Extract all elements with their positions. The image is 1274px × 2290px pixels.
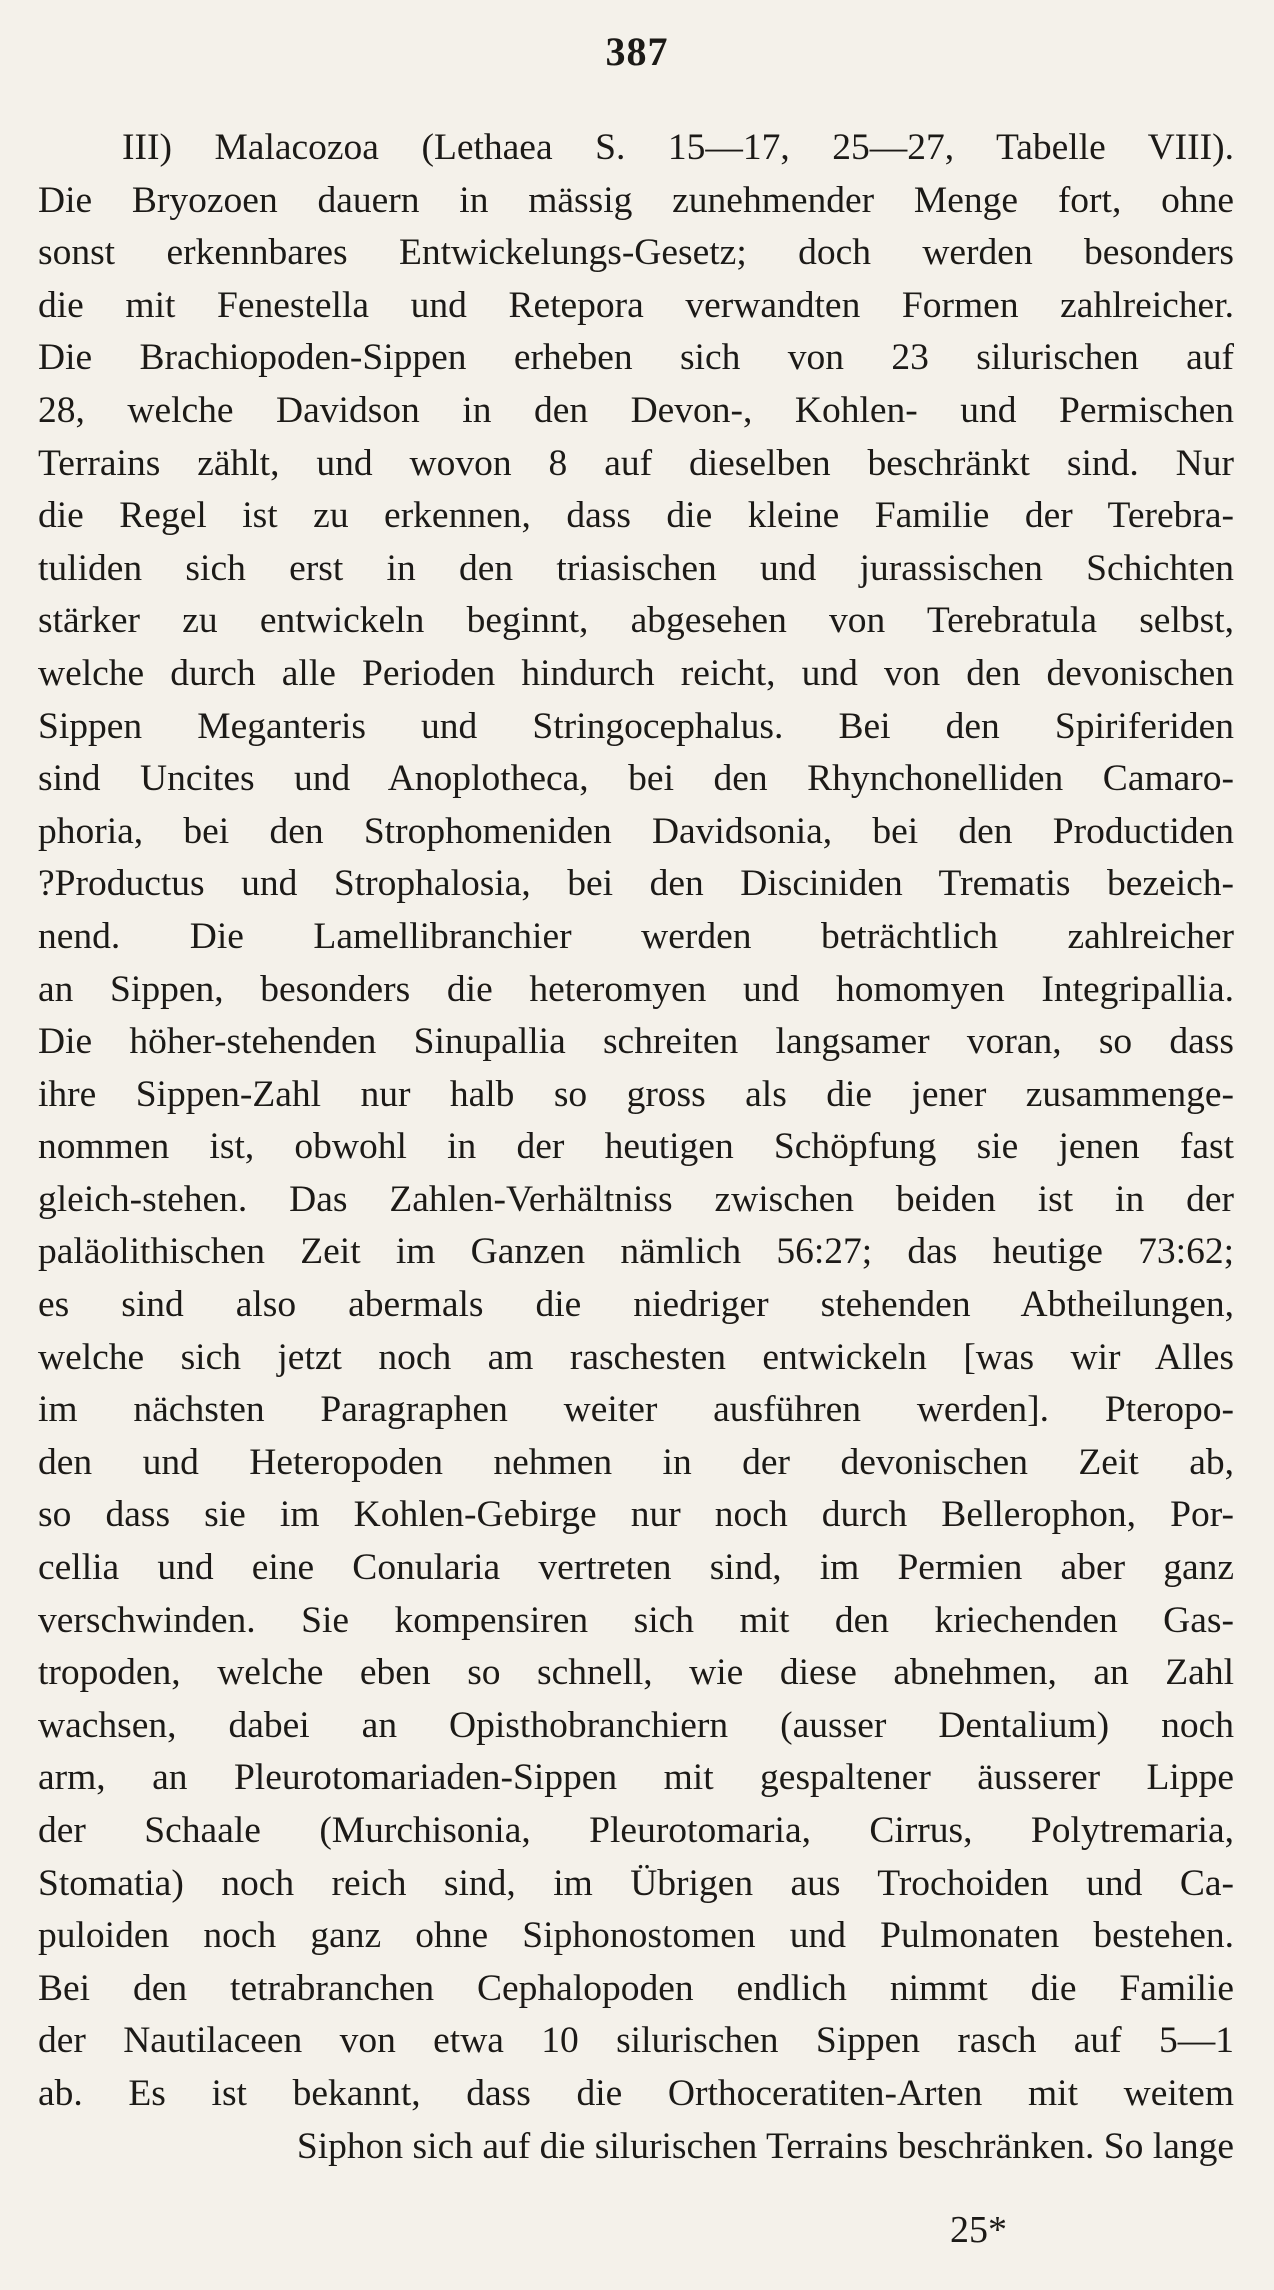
text-line: Bei den tetrabranchen Cephalopoden endlich nimmt die Familie (38, 1967, 1234, 2009)
text-line: ihre Sippen-Zahl nur halb so gross als die jener zusammenge- (38, 1073, 1234, 1115)
text-line: sonst erkennbares Entwickelungs-Gesetz; doch werden besonders (38, 232, 1234, 274)
text-line: Siphon sich auf die silurischen Terrains beschränken. So lange (296, 2125, 1234, 2167)
text-line: die Regel ist zu erkennen, dass die kleine Familie der Terebra- (38, 495, 1234, 537)
text-line: den und Heteropoden nehmen in der devonischen Zeit ab, (38, 1441, 1234, 1483)
text-line: nend. Die Lamellibranchier werden beträchtlich zahlreicher (38, 915, 1234, 957)
text-line: tuliden sich erst in den triasischen und jurassischen Schichten (38, 547, 1234, 589)
text-line: wachsen, dabei an Opisthobranchiern (ausser Dentalium) noch (38, 1704, 1234, 1746)
text-line: puloiden noch ganz ohne Siphonostomen und Pulmonaten bestehen. (38, 1915, 1234, 1957)
text-line: gleich-stehen. Das Zahlen-Verhältniss zwischen beiden ist in der (38, 1178, 1234, 1220)
text-line: Die Bryozoen dauern in mässig zunehmender Menge fort, ohne (38, 179, 1234, 221)
body-text (38, 122, 1234, 2173)
text-line: so dass sie im Kohlen-Gebirge nur noch durch Bellerophon, Por- (38, 1494, 1234, 1536)
text-line: Terrains zählt, und wovon 8 auf dieselben beschränkt sind. Nur (38, 442, 1234, 484)
text-line: stärker zu entwickeln beginnt, abgesehen von Terebratula selbst, (38, 600, 1234, 642)
text-line: an Sippen, besonders die heteromyen und homomyen Integripallia. (38, 968, 1234, 1010)
text-line: III) Malacozoa (Lethaea S. 15—17, 25—27, Tabelle VIII). (122, 127, 1234, 168)
text-line: der Nautilaceen von etwa 10 silurischen Sippen rasch auf 5—1 (38, 2020, 1234, 2062)
text-line: Stomatia) noch reich sind, im Übrigen aus Trochoiden und Ca- (38, 1862, 1234, 1904)
text-line: arm, an Pleurotomariaden-Sippen mit gespaltener äusserer Lippe (38, 1757, 1234, 1799)
text-line: phoria, bei den Strophomeniden Davidsonia, bei den Productiden (38, 810, 1234, 852)
text-line: cellia und eine Conularia vertreten sind, im Permien aber ganz (38, 1547, 1234, 1589)
text-line: ab. Es ist bekannt, dass die Orthoceratiten-Arten mit weitem (38, 2072, 1234, 2114)
signature-mark: 25* (950, 2209, 1007, 2251)
text-line: welche durch alle Perioden hindurch reicht, und von den devonischen (38, 652, 1234, 694)
text-line: Die höher-stehenden Sinupallia schreiten langsamer voran, so dass (38, 1021, 1234, 1063)
text-line: paläolithischen Zeit im Ganzen nämlich 56:27; das heutige 73:62; (38, 1231, 1234, 1273)
text-line: der Schaale (Murchisonia, Pleurotomaria, Cirrus, Polytremaria, (38, 1810, 1234, 1851)
text-line: es sind also abermals die niedriger stehenden Abtheilungen, (38, 1284, 1234, 1326)
text-line: die mit Fenestella und Retepora verwandten Formen zahlreicher. (38, 284, 1234, 326)
text-line: Die Brachiopoden-Sippen erheben sich von 23 silurischen auf (38, 337, 1234, 379)
text-line: ?Productus und Strophalosia, bei den Disciniden Trematis bezeich- (38, 863, 1234, 905)
text-line: im nächsten Paragraphen weiter ausführen werden]. Pteropo- (38, 1389, 1234, 1431)
text-line: welche sich jetzt noch am raschesten entwickeln [was wir Alles (38, 1336, 1234, 1378)
text-line: sind Uncites und Anoplotheca, bei den Rhynchonelliden Camaro- (38, 758, 1234, 800)
text-line: verschwinden. Sie kompensiren sich mit den kriechenden Gas- (38, 1599, 1234, 1641)
text-line: 28, welche Davidson in den Devon-, Kohlen- und Permischen (38, 389, 1234, 431)
page-number: 387 (605, 29, 669, 74)
text-line: tropoden, welche eben so schnell, wie diese abnehmen, an Zahl (38, 1652, 1234, 1694)
text-line: Sippen Meganteris und Stringocephalus. Bei den Spiriferiden (38, 705, 1234, 747)
text-line: nommen ist, obwohl in der heutigen Schöpfung sie jenen fast (38, 1126, 1234, 1168)
